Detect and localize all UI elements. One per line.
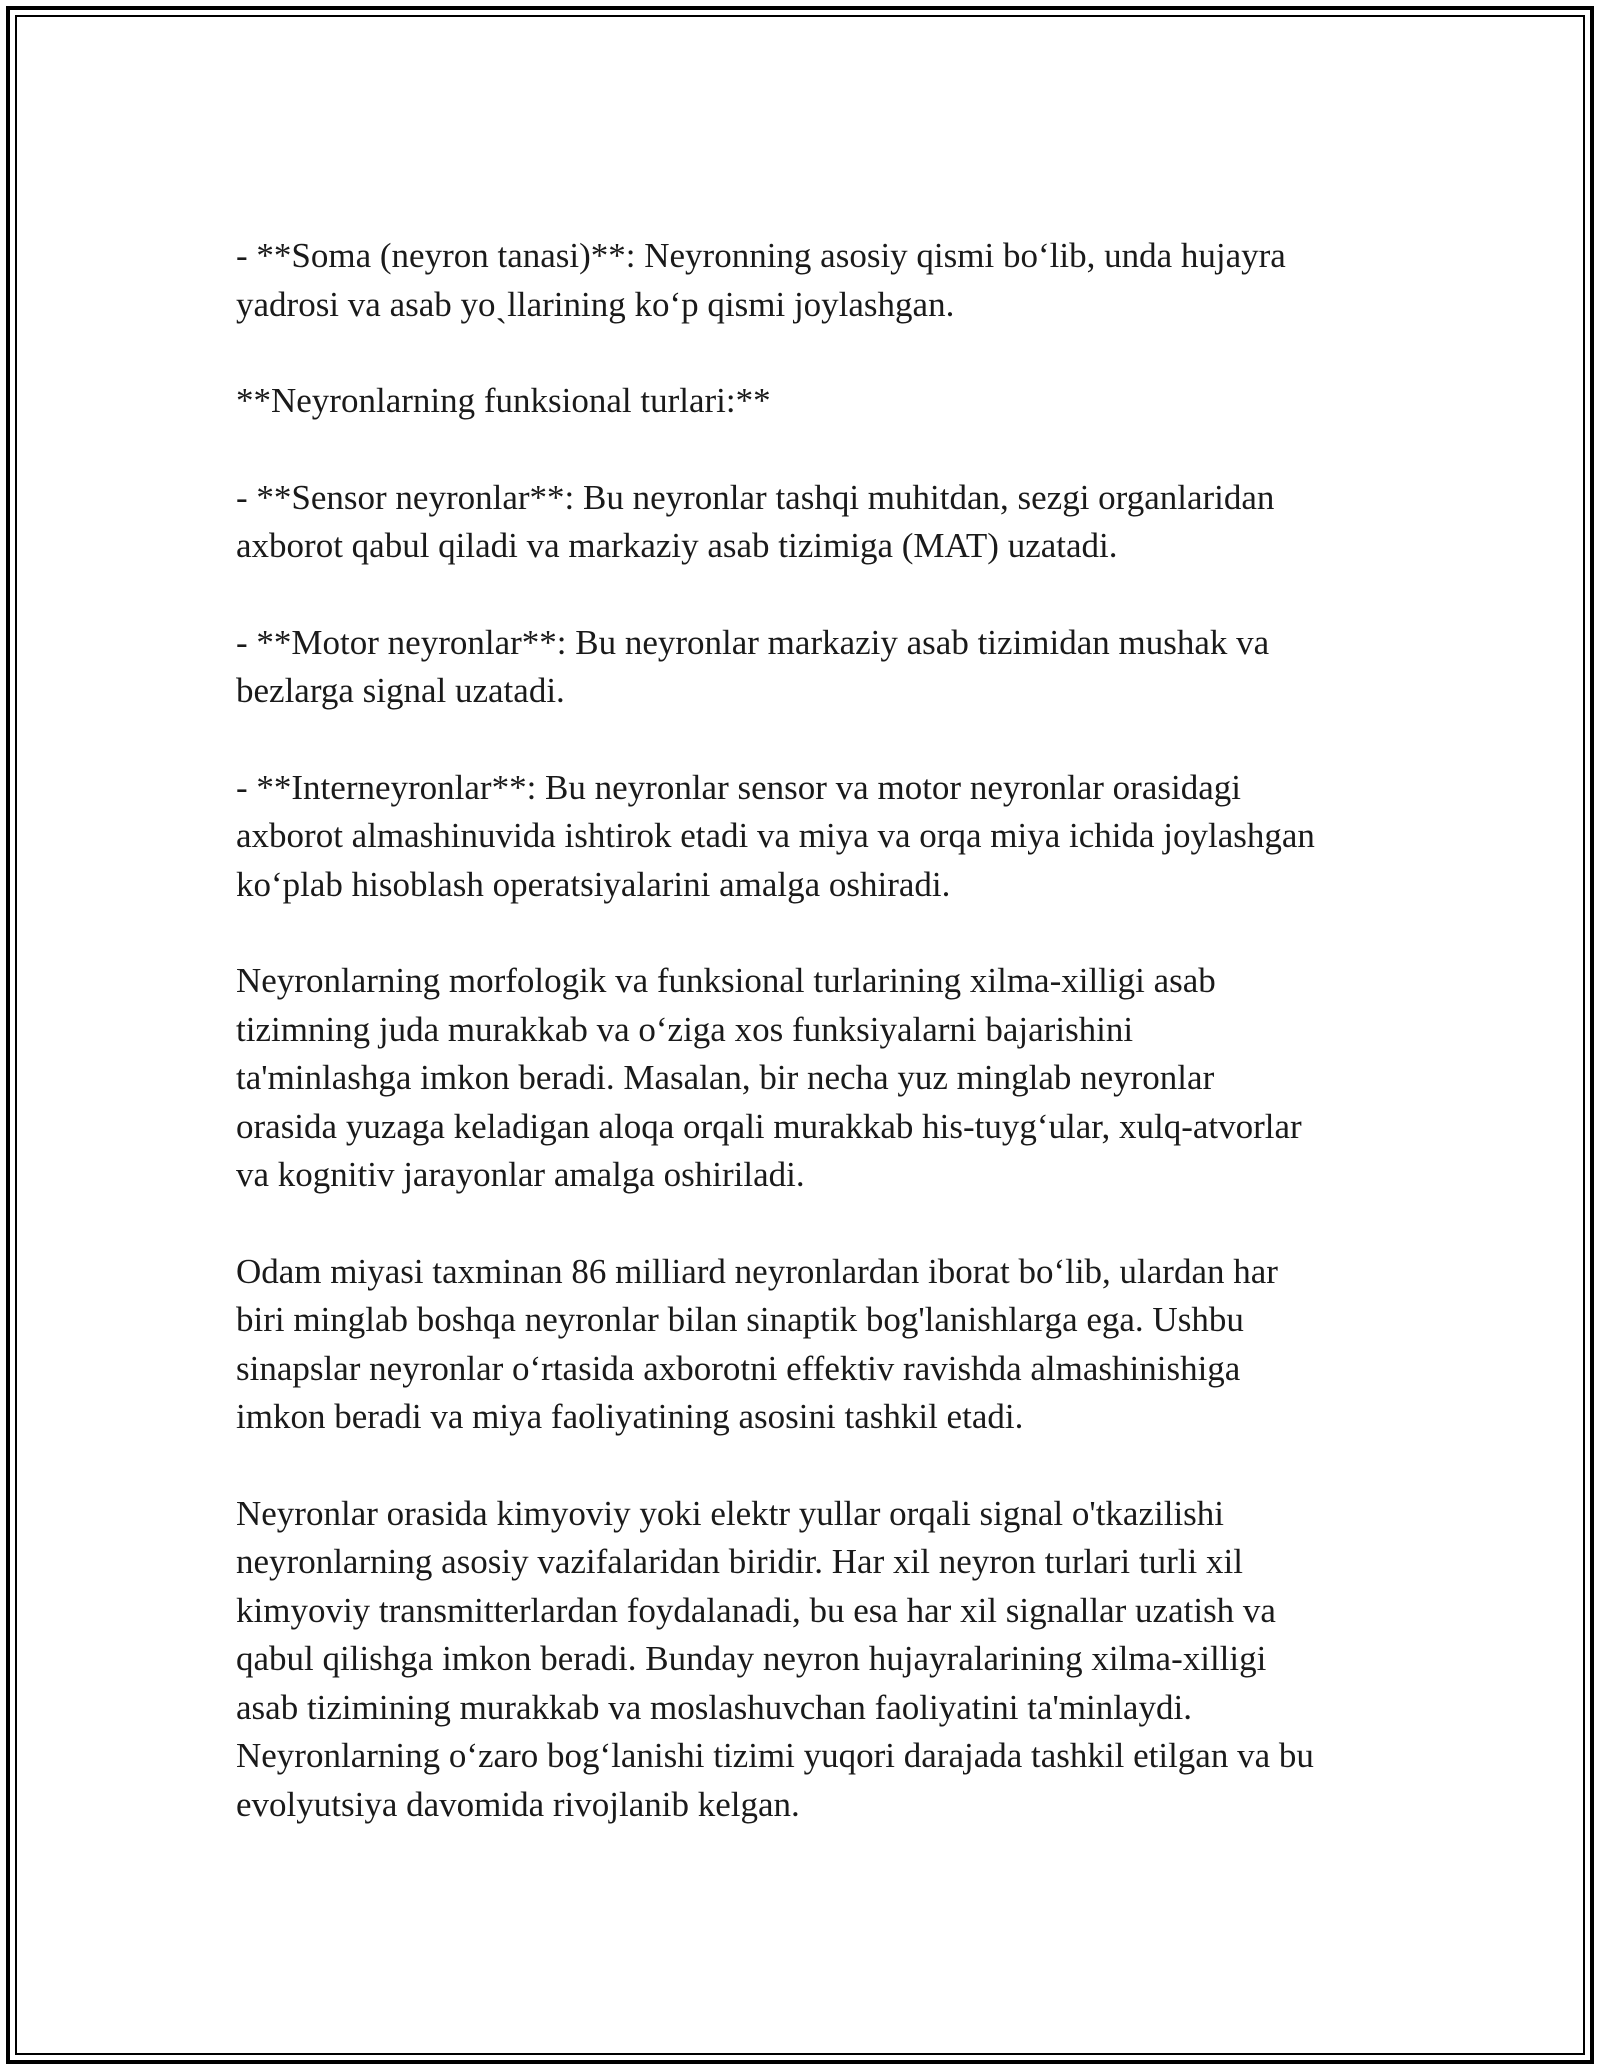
- paragraph-brain-count: Odam miyasi taxminan 86 milliard neyronlardan iborat bo‘lib, ulardan har biri minglab boshqa neyronlar bilan sinaptik bog'lanishlarga ega. Ushbu sinapslar neyronlar o‘rtasida axborotni effektiv ravishda almashinishiga imkon beradi va miya faoliyatining asosini tashkil etadi.: [236, 1251, 1278, 1436]
- paragraph-diversity: Neyronlarning morfologik va funksional turlarining xilma-xilligi asab tizimning juda murakkab va o‘ziga xos funksiyalarni bajarishini ta'minlashga imkon beradi. Masalan, bir necha yuz minglab neyronlar orasida yuzaga keladigan aloqa orqali murakkab his-tuyg‘ular, xulq-atvorlar va kognitiv jarayonlar amalga oshiriladi.: [236, 961, 1302, 1194]
- document-body: [236, 232, 1376, 1877]
- paragraph-soma-bullet: - **Soma (neyron tanasi)**: Neyronning asosiy qismi bo‘lib, unda hujayra yadrosi va asab yoˎllarining ko‘p qismi joylashgan.: [236, 236, 1286, 324]
- paragraph-motor-bullet: - **Motor neyronlar**: Bu neyronlar markaziy asab tizimidan mushak va bezlarga signal uzatadi.: [236, 622, 1270, 710]
- paragraph-interneuron-bullet: - **Interneyronlar**: Bu neyronlar sensor va motor neyronlar orasidagi axborot almashinuvida ishtirok etadi va miya va orqa miya ichida joylashgan ko‘plab hisoblash operatsiyalarini amalga oshiradi.: [236, 767, 1315, 904]
- paragraph-signal-transmission: Neyronlar orasida kimyoviy yoki elektr yullar orqali signal o'tkazilishi neyronlarning asosiy vazifalaridan biridir. Har xil neyron turlari turli xil kimyoviy transmitterlardan foydalanadi, bu esa har xil signallar uzatish va qabul qilishga imkon beradi. Bunday neyron hujayralarining xilma-xilligi asab tizimining murakkab va moslashuvchan faoliyatini ta'minlaydi. Neyronlarning o‘zaro bog‘lanishi tizimi yuqori darajada tashkil etilgan va bu evolyutsiya davomida rivojlanib kelgan.: [236, 1493, 1314, 1824]
- heading-functional-types: **Neyronlarning funksional turlari:**: [236, 381, 771, 420]
- paragraph-sensor-bullet: - **Sensor neyronlar**: Bu neyronlar tashqi muhitdan, sezgi organlaridan axborot qabul qiladi va markaziy asab tizimiga (MAT) uzatadi.: [236, 477, 1275, 565]
